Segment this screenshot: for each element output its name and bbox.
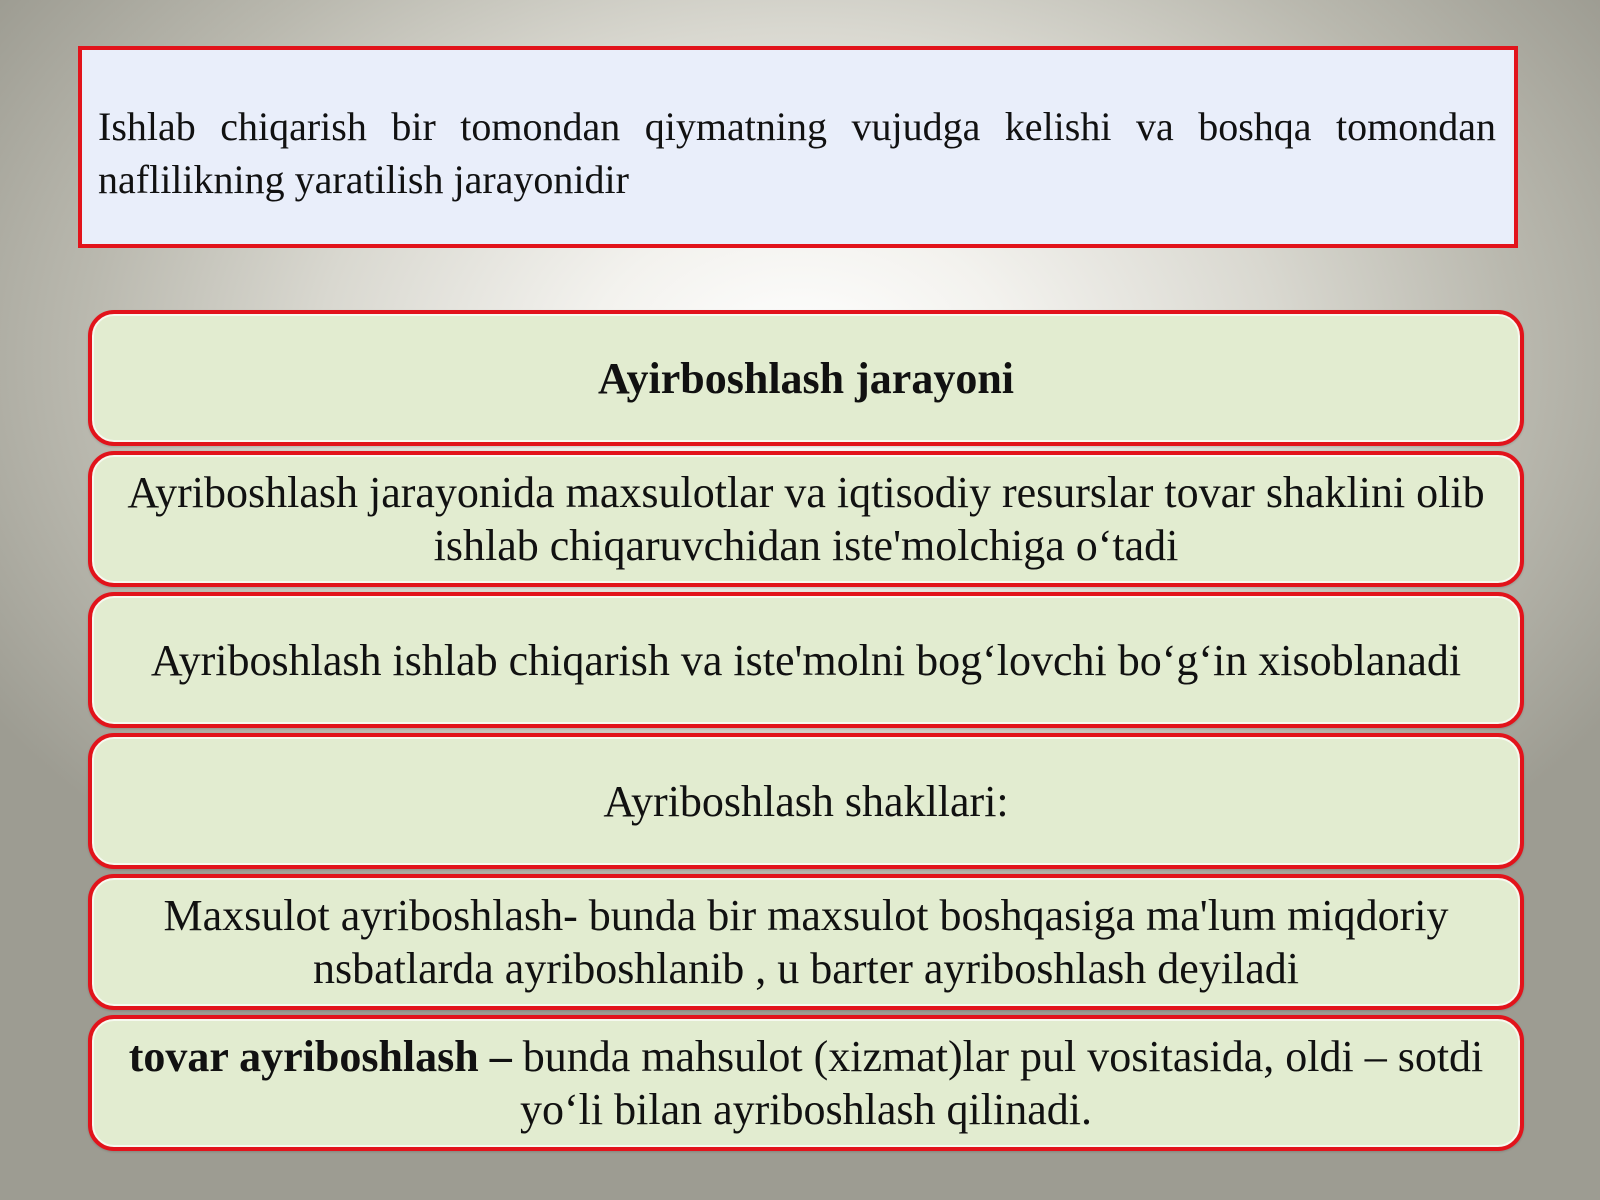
panel-heading: [88, 310, 1524, 446]
definition-box: [78, 46, 1518, 248]
panel-forms-heading: [88, 733, 1524, 869]
panel-process-description-text: Ayriboshlash jarayonida maxsulotlar va iqtisodiy resurslar tovar shaklini olib ishlab chiqaruvchidan iste'molchiga o‘tadi: [127, 468, 1485, 570]
definition-text: Ishlab chiqarish bir tomondan qiymatning vujudga kelishi va boshqa tomondan naflilikning yaratilish jarayonidir: [98, 104, 1496, 202]
commodity-exchange-definition: bunda mahsulot (xizmat)lar pul vositasida, oldi – sotdi yo‘li bilan ayriboshlash qilinadi.: [511, 1032, 1484, 1134]
panel-forms-heading-text: Ayriboshlash shakllari:: [603, 776, 1009, 826]
panel-link-description-text: Ayriboshlash ishlab chiqarish va iste'molni bog‘lovchi bo‘g‘in xisoblanadi: [150, 635, 1462, 685]
commodity-exchange-term: tovar ayriboshlash –: [128, 1032, 512, 1081]
panel-barter-exchange: [88, 874, 1524, 1010]
panel-commodity-exchange: [88, 1015, 1524, 1151]
panel-process-description: [88, 451, 1524, 587]
panel-link-description: [88, 592, 1524, 728]
panel-heading-text: Ayirboshlash jarayoni: [597, 353, 1015, 403]
panel-commodity-exchange-text: [116, 1030, 1496, 1136]
panel-barter-exchange-text: Maxsulot ayriboshlash- bunda bir maxsulot boshqasiga ma'lum miqdoriy nsbatlarda ayriboshlanib , u barter ayriboshlash deyiladi: [163, 891, 1449, 993]
